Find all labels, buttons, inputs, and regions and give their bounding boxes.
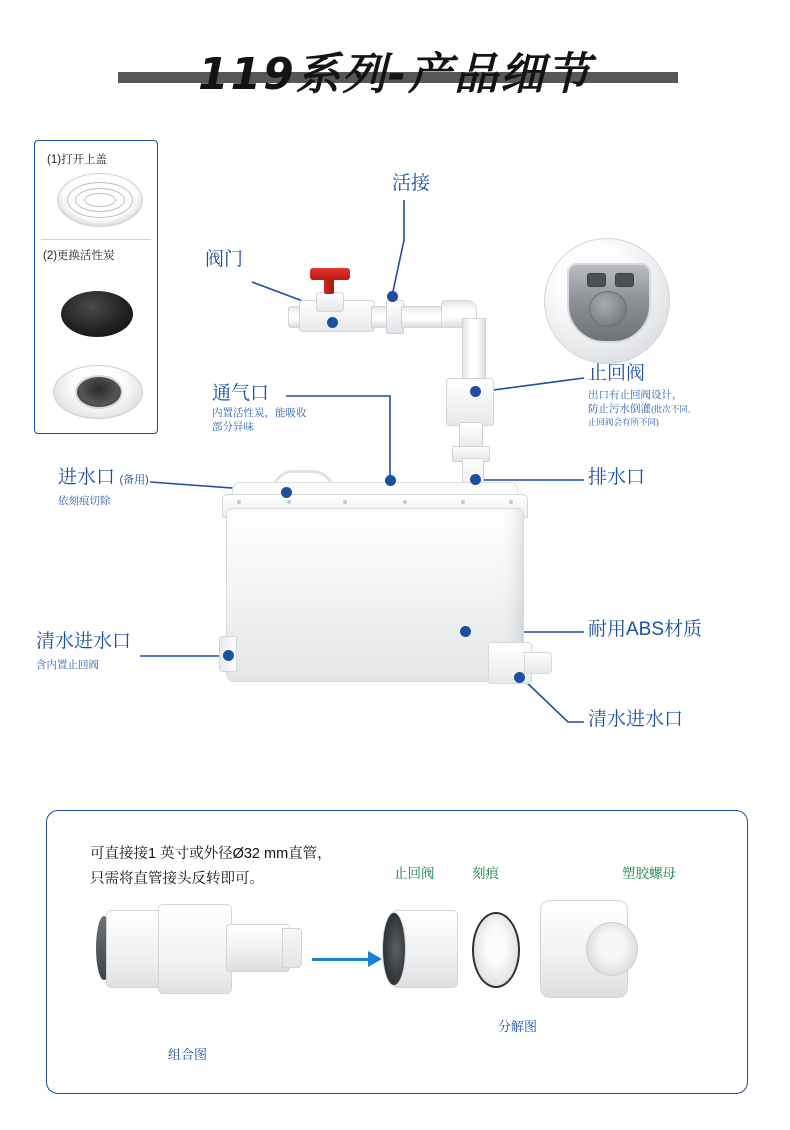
exploded-check-valve-part <box>382 906 460 990</box>
callout-abs-label: 耐用ABS材质 <box>588 619 703 640</box>
callout-spare-inlet-sub: 依刻痕切除 <box>58 495 111 507</box>
tank-body <box>226 508 524 682</box>
callout-dot-abs <box>460 626 471 637</box>
callout-dot-outlet <box>470 474 481 485</box>
callout-vent-sub-2: 部分异味 <box>212 421 254 433</box>
pipe-riser <box>462 318 486 382</box>
callout-union-label: 活接 <box>392 173 431 194</box>
exploded-plastic-nut-part <box>540 900 650 996</box>
part-label-score-mark: 刻痕 <box>472 866 499 881</box>
callout-clean-water-left-sub: 含内置止回阀 <box>36 659 99 671</box>
callout-check-valve-sub-4: 止回阀会有所不同) <box>588 417 659 427</box>
callout-check-valve-sub-1: 出口有止回阀设计， <box>588 389 683 401</box>
callout-check-valve-label: 止回阀 <box>588 363 646 384</box>
callout-check-valve-sub-2-text: 防止污水倒灌 <box>588 403 651 415</box>
callout-check-valve-sub-2 <box>588 402 690 416</box>
callout-spare-inlet-label: 进水口 <box>58 467 116 488</box>
pipe-segment-b <box>401 306 445 328</box>
flow-arrow-line <box>312 958 370 961</box>
callout-dot-clean-water-left <box>223 650 234 661</box>
part-label-plastic-nut: 塑胶螺母 <box>622 866 676 881</box>
exploded-score-mark-part <box>472 912 520 984</box>
ball-valve-hub <box>316 292 344 312</box>
callout-spare-inlet-group <box>58 466 149 490</box>
callout-outlet-label: 排水口 <box>588 467 646 488</box>
callout-spare-inlet-suffix: (备用) <box>119 474 149 486</box>
inset-step-2-label: (2)更换活性炭 <box>43 250 115 262</box>
callout-dot-spare-inlet <box>281 487 292 498</box>
inset-step-1-label: (1)打开上盖 <box>47 154 108 166</box>
right-water-inlet-neck <box>524 652 552 674</box>
check-valve-photo <box>544 238 670 364</box>
part-label-check-valve: 止回阀 <box>394 866 435 881</box>
fitting-note-line-2: 只需将直管接头反转即可。 <box>90 870 264 887</box>
callout-dot-check-valve <box>470 386 481 397</box>
check-valve-unit <box>446 378 494 426</box>
assembled-fitting-illustration <box>96 902 302 994</box>
ball-valve-handle <box>310 268 350 280</box>
callout-clean-water-right-label: 清水进水口 <box>588 709 684 730</box>
exploded-caption: 分解图 <box>498 1019 538 1034</box>
callout-dot-clean-water-right <box>514 672 525 683</box>
flow-arrow-head <box>368 951 382 967</box>
callout-check-valve-sub-3: (批次不同, <box>651 404 691 414</box>
callout-vent-label: 通气口 <box>212 383 270 404</box>
fitting-note-line-1: 可直接接1 英寸或外径Ø32 mm直管， <box>90 846 332 862</box>
callout-dot-valve <box>327 317 338 328</box>
callout-valve-label: 阀门 <box>205 249 244 270</box>
callout-dot-union <box>387 291 398 302</box>
assembled-caption: 组合图 <box>168 1047 208 1062</box>
ball-valve-stem <box>324 278 334 294</box>
page-title: 119系列-产品细节 <box>197 49 593 100</box>
fitting-note <box>90 842 332 891</box>
callout-dot-vent <box>385 475 396 486</box>
callout-vent-sub-1: 内置活性炭，能吸收 <box>212 407 307 419</box>
callout-clean-water-left-label: 清水进水口 <box>36 631 132 652</box>
